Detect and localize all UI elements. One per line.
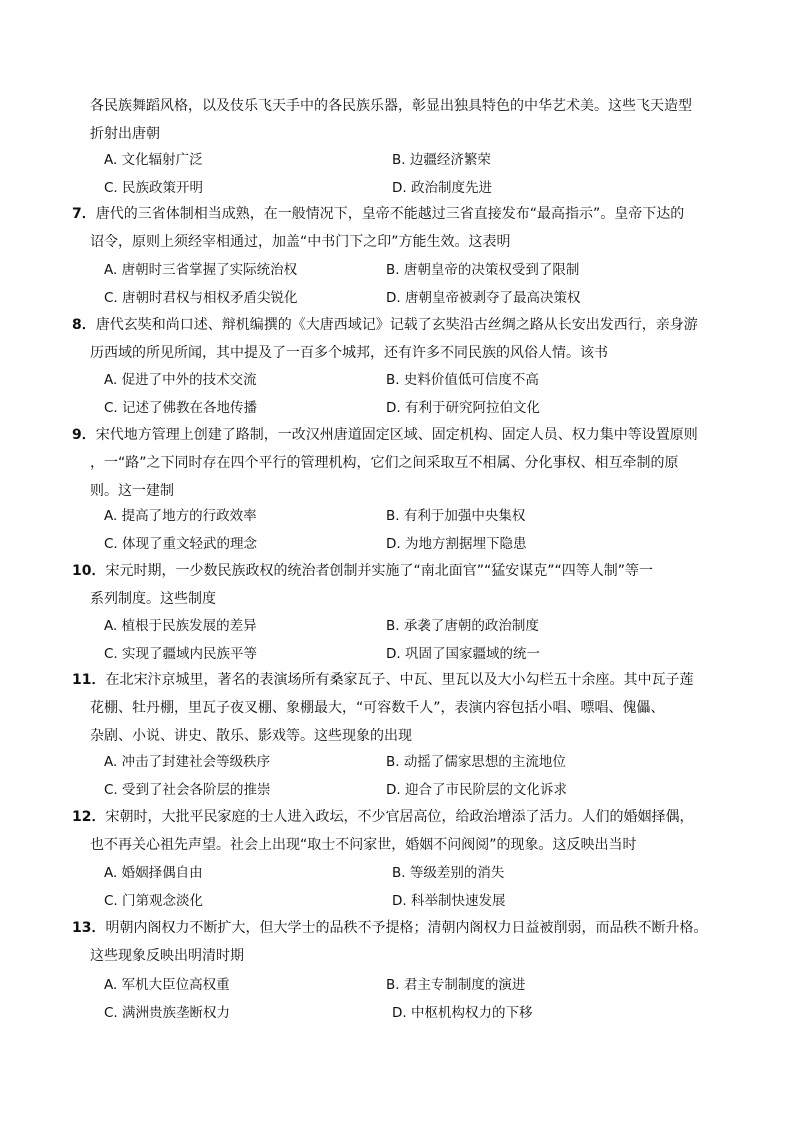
question-7-option-c[interactable]: C. 唐朝时君权与相权矛盾尖锐化 xyxy=(104,290,298,306)
question-7-stem-line-1: 唐代的三省体制相当成熟，在一般情况下，皇帝不能越过三省直接发布“最高指示”。皇帝下达的 xyxy=(95,206,685,222)
question-6-stem-line-2: 折射出唐朝 xyxy=(90,126,160,142)
question-7-stem-line-2: 诏令，原则上须经宰相通过，加盖“中书门下之印”方能生效。这表明 xyxy=(90,234,511,250)
question-11-option-b[interactable]: B. 动摇了儒家思想的主流地位 xyxy=(386,754,566,770)
question-8-option-a[interactable]: A. 促进了中外的技术交流 xyxy=(104,372,257,388)
question-13 xyxy=(72,914,712,970)
question-6-option-b[interactable]: B. 边疆经济繁荣 xyxy=(392,152,491,168)
question-11-stem-line-3: 杂剧、小说、讲史、散乐、影戏等。这些现象的出现 xyxy=(90,728,412,744)
question-7-option-d[interactable]: D. 唐朝皇帝被剥夺了最高决策权 xyxy=(386,290,581,306)
question-8-stem-line-1: 唐代玄奘和尚口述、辩机编撰的《大唐西域记》记载了玄奘沿古丝绸之路从长安出发西行，亲身游 xyxy=(95,317,698,333)
question-8-number: 8． xyxy=(72,317,96,333)
question-11-stem-line-1: 在北宋汴京城里，著名的表演场所有桑家瓦子、中瓦、里瓦以及大小勾栏五十余座。其中瓦子莲 xyxy=(105,672,694,688)
question-6-option-d[interactable]: D. 政治制度先进 xyxy=(392,180,492,196)
question-8-option-b[interactable]: B. 史料价值低可信度不高 xyxy=(386,372,539,388)
question-11-number: 11． xyxy=(72,672,106,688)
question-8 xyxy=(72,311,712,367)
question-10-option-b[interactable]: B. 承袭了唐朝的政治制度 xyxy=(386,618,539,634)
question-6-option-a[interactable]: A. 文化辐射广泛 xyxy=(104,152,203,168)
question-7-number: 7． xyxy=(72,206,96,222)
question-13-option-b[interactable]: B. 君主专制制度的演进 xyxy=(386,977,526,993)
question-9-option-d[interactable]: D. 为地方割据埋下隐患 xyxy=(386,536,527,552)
question-13-number: 13． xyxy=(72,920,106,936)
question-7-option-b[interactable]: B. 唐朝皇帝的决策权受到了限制 xyxy=(386,262,580,278)
question-11-stem-line-2: 花棚、牡丹棚，里瓦子夜叉棚、象棚最大，“可容数千人”，表演内容包括小唱、嘌唱、傀儡、 xyxy=(90,700,665,716)
question-9-stem-line-1: 宋代地方管理上创建了路制，一改汉州唐道固定区域、固定机构、固定人员、权力集中等设置原则 xyxy=(95,427,698,443)
question-9-option-b[interactable]: B. 有利于加强中央集权 xyxy=(386,508,526,524)
question-12-option-b[interactable]: B. 等级差别的消失 xyxy=(392,865,505,881)
question-8-option-d[interactable]: D. 有利于研究阿拉伯文化 xyxy=(386,400,540,416)
question-12-option-a[interactable]: A. 婚姻择偶自由 xyxy=(104,865,203,881)
question-10-stem-line-2: 系列制度。这些制度 xyxy=(90,591,216,607)
question-10-option-c[interactable]: C. 实现了疆域内民族平等 xyxy=(104,646,258,662)
question-9-stem-line-2: ，一“路”之下同时存在四个平行的管理机构，它们之间采取互不相属、分化事权、相互牵制的原 xyxy=(90,455,679,471)
question-10 xyxy=(72,557,712,613)
question-7-option-a[interactable]: A. 唐朝时三省掌握了实际统治权 xyxy=(104,262,298,278)
question-10-number: 10． xyxy=(72,563,106,579)
question-10-stem-line-1: 宋元时期，一少数民族政权的统治者创制并实施了“南北面官”“猛安谋克”“四等人制”等一 xyxy=(105,563,653,579)
question-12 xyxy=(72,803,712,859)
question-9-stem-line-3: 则。这一建制 xyxy=(90,483,174,499)
question-9 xyxy=(72,421,712,505)
question-12-option-d[interactable]: D. 科举制快速发展 xyxy=(392,893,506,909)
question-9-option-c[interactable]: C. 体现了重文轻武的理念 xyxy=(104,536,258,552)
question-9-option-a[interactable]: A. 提高了地方的行政效率 xyxy=(104,508,257,524)
question-11-option-d[interactable]: D. 迎合了市民阶层的文化诉求 xyxy=(386,782,567,798)
question-7 xyxy=(72,200,712,256)
question-13-stem-line-2: 这些现象反映出明清时期 xyxy=(90,948,244,964)
question-12-stem-line-1: 宋朝时，大批平民家庭的士人进入政坛，不少官居高位，给政治增添了活力。人们的婚姻择偶， xyxy=(105,809,694,825)
question-12-stem-line-2: 也不再关心祖先声望。社会上出现“取士不问家世，婚姻不问阀阅”的现象。这反映出当时 xyxy=(90,837,637,853)
question-6-stem-line-1: 各民族舞蹈风格，以及伎乐飞天手中的各民族乐器，彰显出独具特色的中华艺术美。这些飞天造型 xyxy=(90,98,692,114)
question-12-number: 12． xyxy=(72,809,106,825)
question-13-stem-line-1: 明朝内阁权力不断扩大，但大学士的品秩不予提格；清朝内阁权力日益被削弱，而品秩不断升格。 xyxy=(105,920,708,936)
question-10-option-a[interactable]: A. 植根于民族发展的差异 xyxy=(104,618,257,634)
question-9-number: 9． xyxy=(72,427,96,443)
question-13-option-a[interactable]: A. 军机大臣位高权重 xyxy=(104,977,230,993)
question-6 xyxy=(90,92,730,148)
question-8-option-c[interactable]: C. 记述了佛教在各地传播 xyxy=(104,400,258,416)
question-6-option-c[interactable]: C. 民族政策开明 xyxy=(104,180,204,196)
question-11-option-c[interactable]: C. 受到了社会各阶层的推崇 xyxy=(104,782,271,798)
question-10-option-d[interactable]: D. 巩固了国家疆域的统一 xyxy=(386,646,540,662)
question-13-option-d[interactable]: D. 中枢机构权力的下移 xyxy=(392,1005,533,1021)
question-11 xyxy=(72,666,712,750)
question-11-option-a[interactable]: A. 冲击了封建社会等级秩序 xyxy=(104,754,271,770)
question-13-option-c[interactable]: C. 满洲贵族垄断权力 xyxy=(104,1005,231,1021)
question-8-stem-line-2: 历西域的所见所闻，其中提及了一百多个城邦，还有许多不同民族的风俗人情。该书 xyxy=(90,345,608,361)
question-12-option-c[interactable]: C. 门第观念淡化 xyxy=(104,893,204,909)
